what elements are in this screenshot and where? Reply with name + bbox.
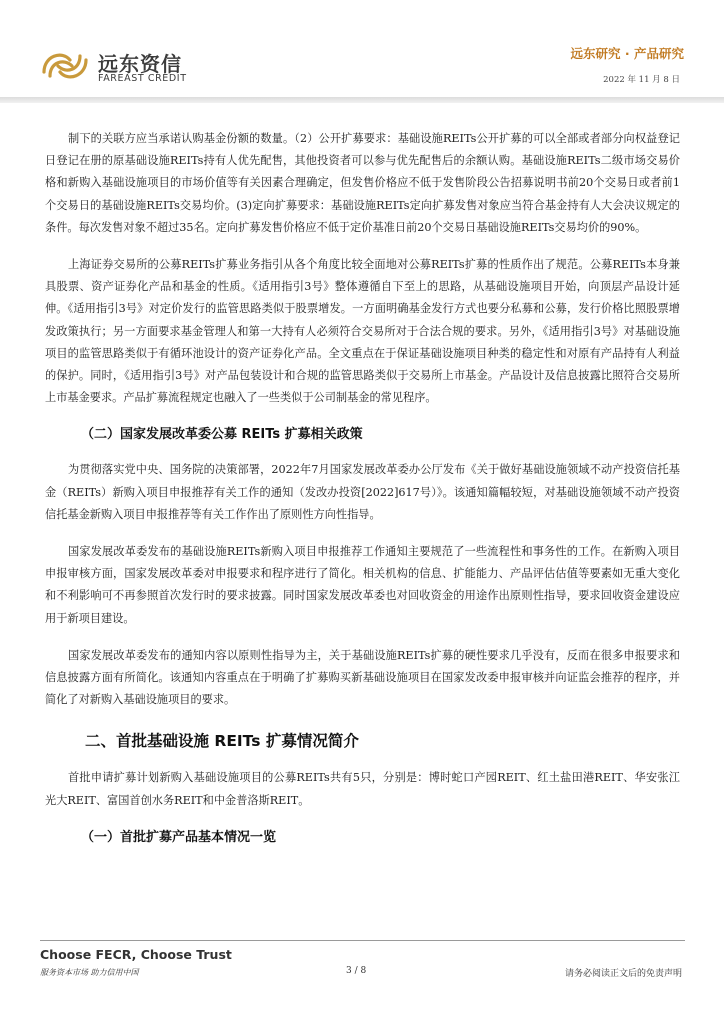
section-heading: 二、首批基础设施 REITs 扩募情况简介 xyxy=(85,732,359,751)
subsection-heading: （一）首批扩募产品基本情况一览 xyxy=(81,829,277,845)
paragraph: 首批申请扩募计划新购入基础设施项目的公募REITs共有5只，分别是：博时蛇口产园REIT、红土盐田港REIT、华安张江光大REIT、富国首创水务REIT和中金普洛斯REIT。 xyxy=(45,771,680,807)
paragraph: 为贯彻落实党中央、国务院的决策部署，2022年7月国家发展改革委办公厅发布《关于做好基础设施领域不动产投资信托基金（REITs）新购入项目申报推荐有关工作的通知（发改办投资[2022]617号）》。该通知篇幅较短，对基础设施领域不动产投资信托基金新购入项目申报推荐等有关工作作出了原则性方向性指导。 xyxy=(45,463,680,521)
page-number: 3 / 8 xyxy=(346,966,367,976)
paragraph: 国家发展改革委发布的基础设施REITs新购入项目申报推荐工作通知主要规范了一些流程性和事务性的工作。在新购入项目申报审核方面，国家发展改革委对申报要求和程序进行了简化。相关机构的信息、扩能能力、产品评估估值等要素如无重大变化和不利影响可不再参照首次发行时的要求披露。同时国家发展改革委也对回收资金的用途作出原则性指导，要求回收资金建设应用于新项目建设。 xyxy=(45,545,680,625)
paragraph: 国家发展改革委发布的通知内容以原则性指导为主，关于基础设施REITs扩募的硬性要求几乎没有，反而在很多申报要求和信息披露方面有所简化。该通知内容重点在于明确了扩募购买新基础设施项目在国家发改委申报审核并向证监会推荐的程序，并简化了对新购入基础设施项目的要求。 xyxy=(45,648,680,707)
footer-tagline: 服务资本市场 助力信用中国 xyxy=(40,968,139,977)
page-header xyxy=(0,0,724,103)
paragraph: 制下的关联方应当承诺认购基金份额的数量。（2）公开扩募要求：基础设施REITs公开扩募的可以全部或者部分向权益登记日登记在册的原基础设施REITs持有人优先配售，其他投资者可以参与优先配售后的余额认购。基础设施REITs二级市场交易价格和新购入基础设施项目的市场价值等有关因素合理确定，但发售价格应不低于发售阶段公告招募说明书前20个交易日或者前1个交易日的基础设施REITs交易均价。(3)定向扩募要求：基础设施REITs定向扩募发售对象应当符合基金持有人大会决议规定的条件。每次发售对象不超过35名。定向扩募发售价格应不低于定价基准日前20个交易日基础设施REITs交易均价的90%。 xyxy=(45,132,680,234)
report-date: 2022 年 11 月 8 日 xyxy=(603,75,680,85)
document-body xyxy=(45,128,680,849)
logo-mark-icon xyxy=(40,46,90,86)
header-divider xyxy=(0,97,724,103)
report-type: 远东研究 · 产品研究 xyxy=(570,46,684,61)
paragraph: 上海证券交易所的公募REITs扩募业务指引从各个角度比较全面地对公募REITs扩募的性质作出了规范。公募REITs本身兼具股票、资产证券化产品和基金的性质。《适用指引3号》整体遵循自下至上的思路，从基础设施项目开始，向顶层产品设计延伸。《适用指引3号》对定价发行的监管思路类似于股票增发。一方面明确基金发行方式也要分私募和公募，发行价格比照股票增发政策执行；另一方面要求基金管理人和第一大持有人必须符合交易所对于合法合规的要求。另外，《适用指引3号》对基础设施项目的监管思路类似于有循环池设计的资产证券化产品。全文重点在于保证基础设施项目种类的稳定性和对原有产品持有人利益的保护。同时，《适用指引3号》对产品包装设计和合规的监管思路类似于交易所上市基金。产品设计及信息披露比照符合交易所上市基金要求。产品扩募流程规定也融入了一些类似于公司制基金的常见程序。 xyxy=(45,258,680,405)
disclaimer-note: 请务必阅读正文后的免责声明 xyxy=(564,969,682,979)
footer-divider xyxy=(40,940,685,941)
logo-text-en: FAREAST CREDIT xyxy=(98,73,187,84)
fareast-credit-logo xyxy=(40,46,200,86)
footer-slogan: Choose FECR, Choose Trust xyxy=(40,947,232,962)
logo-text-cn: 远东资信 xyxy=(98,52,182,76)
subsection-heading: （二）国家发展改革委公募 REITs 扩募相关政策 xyxy=(81,427,363,443)
